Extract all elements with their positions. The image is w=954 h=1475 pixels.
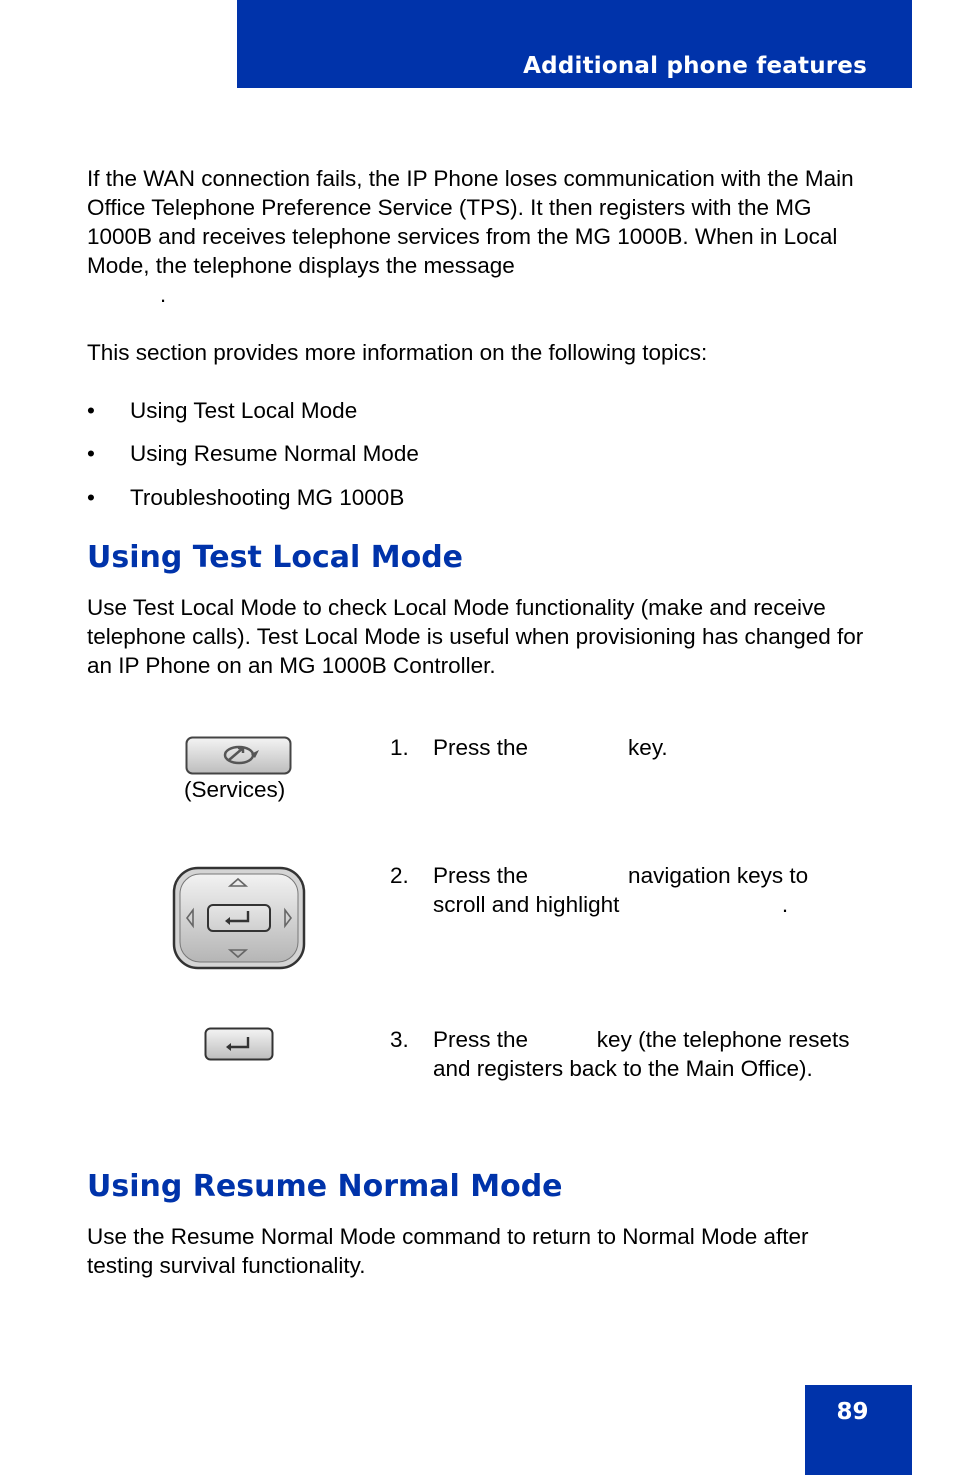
page-number: 89 [836,1399,869,1425]
step-text: Press the key (the telephone resets and registers back to the Main Office). [433,1027,856,1081]
enter-key-icon [204,1027,274,1061]
bullet-marker: • [87,398,95,423]
step-number: 2. [390,863,409,888]
bullet-marker: • [87,485,95,510]
step-text: Press the key. [433,735,668,760]
step-text: Press the navigation keys to scroll and highlight . [433,863,815,917]
section-heading-test-local-mode: Using Test Local Mode [87,540,464,575]
step-2 [390,861,860,919]
step-number: 3. [390,1027,409,1052]
test-local-mode-paragraph: Use Test Local Mode to check Local Mode functionality (make and receive telephone calls). Test Local Mode is useful when provisioning has changed for an IP Phone on an MG 1000B Controller. [87,595,864,678]
topics-intro: This section provides more information on the following topics: [87,340,708,365]
page-number-box [805,1385,912,1475]
step-1 [390,733,860,762]
resume-normal-mode-paragraph: Use the Resume Normal Mode command to return to Normal Mode after testing survival functionality. [87,1224,809,1278]
header-title: Additional phone features [523,53,867,79]
topic-item-label: Using Test Local Mode [130,398,358,423]
services-label: (Services) [184,777,286,802]
intro-period: . [160,282,167,307]
topic-item-label: Using Resume Normal Mode [130,441,419,466]
navigation-cluster-icon [172,866,306,970]
bullet-marker: • [87,441,95,466]
section-heading-resume-normal-mode: Using Resume Normal Mode [87,1169,563,1204]
services-key-icon [185,736,293,776]
intro-paragraph: If the WAN connection fails, the IP Phone loses communication with the Main Office Telephone Preference Service (TPS). It then registers with the MG 1000B and receives telephone services from the MG 1000B. When in Local Mode, the telephone displays the message [87,166,854,278]
step-number: 1. [390,735,409,760]
header-bar [237,0,912,88]
topic-item-label: Troubleshooting MG 1000B [130,485,405,510]
step-3 [390,1025,860,1083]
